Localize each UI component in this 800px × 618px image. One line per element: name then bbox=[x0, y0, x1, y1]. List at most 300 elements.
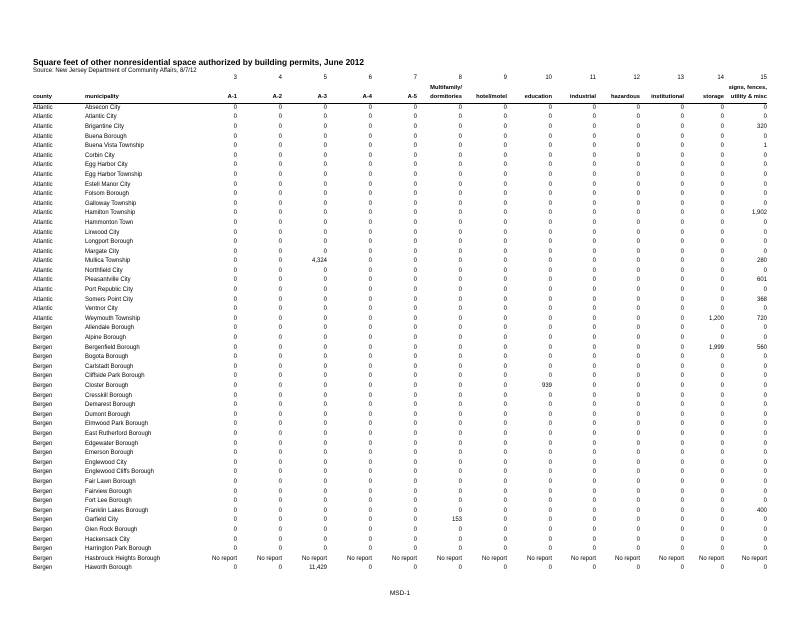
value-cell: 0 bbox=[413, 306, 417, 313]
value-cell: 0 bbox=[680, 143, 684, 150]
value-cell: 0 bbox=[413, 133, 417, 140]
column-number: 8 bbox=[458, 75, 462, 81]
value-cell: 0 bbox=[458, 383, 462, 389]
value-cell: 0 bbox=[592, 526, 596, 533]
table-body bbox=[33, 103, 767, 574]
value-cell: 0 bbox=[233, 344, 237, 351]
value-cell: 4,324 bbox=[311, 258, 327, 265]
value-cell: 0 bbox=[323, 200, 327, 207]
value-cell: 0 bbox=[720, 354, 724, 361]
value-cell: 0 bbox=[368, 210, 372, 217]
value-cell: 0 bbox=[592, 402, 596, 409]
municipality-cell: Egg Harbor Township bbox=[85, 171, 143, 178]
county-cell: Atlantic bbox=[33, 123, 53, 130]
value-cell: 0 bbox=[323, 325, 327, 332]
value-cell: 0 bbox=[323, 392, 327, 399]
value-cell: 0 bbox=[680, 354, 684, 361]
value-cell: 0 bbox=[763, 200, 767, 207]
table-row bbox=[33, 372, 767, 382]
value-cell: 0 bbox=[763, 440, 767, 447]
value-cell: 0 bbox=[636, 469, 640, 476]
county-cell: Atlantic bbox=[33, 296, 53, 303]
value-cell: 0 bbox=[233, 114, 237, 121]
column-header: A-3 bbox=[282, 93, 327, 103]
value-cell: 0 bbox=[548, 315, 552, 322]
value-cell: 0 bbox=[763, 267, 767, 274]
municipality-cell: Hasbrouck Heights Borough bbox=[85, 555, 161, 562]
value-cell: 0 bbox=[278, 459, 282, 466]
value-cell: 0 bbox=[763, 517, 767, 524]
value-cell: 0 bbox=[233, 335, 237, 342]
value-cell: 0 bbox=[368, 478, 372, 485]
value-cell: 0 bbox=[763, 248, 767, 255]
value-cell: 0 bbox=[763, 325, 767, 332]
value-cell: 0 bbox=[368, 373, 372, 380]
value-cell: 0 bbox=[323, 507, 327, 514]
value-cell: 0 bbox=[636, 239, 640, 246]
value-cell: 0 bbox=[413, 536, 417, 543]
value-cell: 0 bbox=[323, 133, 327, 140]
value-cell: 0 bbox=[368, 258, 372, 265]
value-cell: 0 bbox=[680, 267, 684, 274]
value-cell: 0 bbox=[233, 133, 237, 140]
municipality-cell: Fairview Borough bbox=[85, 488, 132, 495]
value-cell: 0 bbox=[720, 517, 724, 524]
value-cell: 0 bbox=[720, 277, 724, 284]
value-cell: 0 bbox=[278, 143, 282, 150]
municipality-cell: Bogota Borough bbox=[85, 354, 129, 361]
column-number: 15 bbox=[760, 75, 767, 81]
value-cell: 0 bbox=[763, 488, 767, 495]
county-cell: Bergen bbox=[33, 546, 53, 553]
value-cell: 0 bbox=[636, 383, 640, 389]
value-cell: 0 bbox=[503, 104, 507, 111]
value-cell: 0 bbox=[636, 354, 640, 361]
value-cell: 0 bbox=[368, 546, 372, 553]
column-header: utility & misc bbox=[724, 93, 767, 103]
value-cell: No report bbox=[481, 555, 507, 562]
value-cell: 0 bbox=[413, 507, 417, 514]
value-cell: 0 bbox=[503, 478, 507, 485]
value-cell: 0 bbox=[458, 114, 462, 121]
value-cell: 368 bbox=[756, 296, 767, 303]
value-cell: 0 bbox=[548, 258, 552, 265]
table-row bbox=[33, 497, 767, 507]
value-cell: 0 bbox=[548, 181, 552, 188]
table-row bbox=[33, 536, 767, 546]
municipality-cell: Cresskill Borough bbox=[85, 392, 133, 399]
value-cell: 0 bbox=[720, 440, 724, 447]
value-cell: 0 bbox=[592, 469, 596, 476]
value-cell: 0 bbox=[763, 306, 767, 313]
value-cell: 0 bbox=[503, 526, 507, 533]
value-cell: 0 bbox=[368, 411, 372, 418]
value-cell: 0 bbox=[636, 123, 640, 130]
county-cell: Bergen bbox=[33, 555, 53, 562]
value-cell: 0 bbox=[592, 354, 596, 361]
county-cell: Bergen bbox=[33, 402, 53, 409]
county-cell: Bergen bbox=[33, 459, 53, 466]
column-number: 6 bbox=[368, 75, 372, 81]
value-cell: 0 bbox=[503, 450, 507, 457]
value-cell: 0 bbox=[233, 411, 237, 418]
municipality-cell: Longport Borough bbox=[85, 239, 134, 246]
value-cell: 0 bbox=[548, 123, 552, 130]
column-header-top: Multifamily/ bbox=[430, 84, 462, 91]
value-cell: 0 bbox=[720, 248, 724, 255]
table-row bbox=[33, 276, 767, 286]
value-cell: 0 bbox=[503, 517, 507, 524]
value-cell: 0 bbox=[458, 123, 462, 130]
municipality-cell: Buena Vista Township bbox=[85, 143, 144, 150]
value-cell: 0 bbox=[636, 373, 640, 380]
municipality-cell: Hackensack City bbox=[85, 536, 130, 543]
table-row bbox=[33, 468, 767, 478]
value-cell: 0 bbox=[503, 325, 507, 332]
county-cell: Bergen bbox=[33, 517, 53, 524]
county-cell: Atlantic bbox=[33, 210, 53, 217]
value-cell: 0 bbox=[503, 411, 507, 418]
value-cell: 0 bbox=[548, 478, 552, 485]
table-row bbox=[33, 190, 767, 200]
county-cell: Atlantic bbox=[33, 200, 53, 207]
table-row bbox=[33, 200, 767, 210]
value-cell: No report bbox=[256, 555, 282, 562]
value-cell: 0 bbox=[548, 459, 552, 466]
value-cell: 0 bbox=[278, 421, 282, 428]
value-cell: 0 bbox=[413, 267, 417, 274]
value-cell: 0 bbox=[680, 239, 684, 246]
value-cell: 0 bbox=[763, 469, 767, 476]
value-cell: 0 bbox=[458, 267, 462, 274]
county-cell: Bergen bbox=[33, 469, 53, 476]
column-number: 9 bbox=[503, 75, 507, 81]
value-cell: 0 bbox=[548, 402, 552, 409]
value-cell: 0 bbox=[680, 459, 684, 466]
value-cell: 0 bbox=[368, 181, 372, 188]
value-cell: 0 bbox=[763, 536, 767, 543]
value-cell: 0 bbox=[368, 421, 372, 428]
county-cell: Atlantic bbox=[33, 114, 53, 121]
value-cell: 0 bbox=[413, 546, 417, 553]
value-cell: 0 bbox=[278, 277, 282, 284]
value-cell: 0 bbox=[720, 450, 724, 457]
value-cell: 0 bbox=[413, 565, 417, 572]
value-cell: 0 bbox=[548, 469, 552, 476]
value-cell: 0 bbox=[592, 219, 596, 226]
value-cell: 0 bbox=[233, 277, 237, 284]
value-cell: 0 bbox=[720, 171, 724, 178]
county-cell: Atlantic bbox=[33, 239, 53, 246]
value-cell: 0 bbox=[636, 392, 640, 399]
value-cell: 0 bbox=[458, 104, 462, 111]
value-cell: 0 bbox=[233, 123, 237, 130]
value-cell: 0 bbox=[720, 181, 724, 188]
table-row bbox=[33, 555, 767, 565]
value-cell: 0 bbox=[636, 488, 640, 495]
value-cell: 0 bbox=[636, 258, 640, 265]
value-cell: 0 bbox=[548, 373, 552, 380]
value-cell: 0 bbox=[458, 229, 462, 236]
value-cell: 0 bbox=[368, 507, 372, 514]
value-cell: 0 bbox=[458, 354, 462, 361]
column-header: storage bbox=[684, 93, 724, 103]
value-cell: 0 bbox=[458, 498, 462, 505]
value-cell: 0 bbox=[413, 402, 417, 409]
value-cell: 0 bbox=[548, 104, 552, 111]
value-cell: 0 bbox=[413, 162, 417, 169]
value-cell: 0 bbox=[233, 536, 237, 543]
value-cell: 0 bbox=[278, 287, 282, 294]
value-cell: 0 bbox=[323, 123, 327, 130]
value-cell: 0 bbox=[548, 277, 552, 284]
value-cell: 0 bbox=[368, 104, 372, 111]
value-cell: 0 bbox=[636, 536, 640, 543]
value-cell: 0 bbox=[680, 315, 684, 322]
value-cell: 0 bbox=[720, 402, 724, 409]
value-cell: 0 bbox=[503, 133, 507, 140]
value-cell: 0 bbox=[548, 536, 552, 543]
value-cell: 0 bbox=[413, 498, 417, 505]
value-cell: 0 bbox=[548, 239, 552, 246]
column-header: industrial bbox=[552, 93, 596, 103]
county-cell: Atlantic bbox=[33, 171, 53, 178]
value-cell: 0 bbox=[278, 191, 282, 198]
municipality-cell: Franklin Lakes Borough bbox=[85, 507, 149, 514]
value-cell: 0 bbox=[720, 392, 724, 399]
value-cell: 0 bbox=[636, 421, 640, 428]
value-cell: 1,999 bbox=[708, 344, 724, 351]
value-cell: 0 bbox=[680, 162, 684, 169]
municipality-cell: Closter Borough bbox=[85, 383, 129, 389]
value-cell: 0 bbox=[592, 450, 596, 457]
value-cell: 0 bbox=[503, 402, 507, 409]
value-cell: 0 bbox=[458, 200, 462, 207]
value-cell: 0 bbox=[278, 354, 282, 361]
value-cell: 0 bbox=[413, 229, 417, 236]
value-cell: 0 bbox=[323, 104, 327, 111]
county-cell: Atlantic bbox=[33, 248, 53, 255]
value-cell: 0 bbox=[503, 267, 507, 274]
value-cell: 0 bbox=[233, 162, 237, 169]
value-cell: 0 bbox=[458, 248, 462, 255]
value-cell: 0 bbox=[458, 450, 462, 457]
value-cell: 0 bbox=[413, 373, 417, 380]
value-cell: 0 bbox=[763, 287, 767, 294]
county-cell: Bergen bbox=[33, 411, 53, 418]
value-cell: 0 bbox=[592, 143, 596, 150]
county-cell: Bergen bbox=[33, 440, 53, 447]
value-cell: 0 bbox=[323, 248, 327, 255]
value-cell: 0 bbox=[680, 325, 684, 332]
source-note: Source: New Jersey Department of Community Affairs, 8/7/12 bbox=[33, 68, 197, 74]
value-cell: 0 bbox=[763, 191, 767, 198]
value-cell: 0 bbox=[680, 526, 684, 533]
value-cell: 0 bbox=[592, 239, 596, 246]
county-cell: Atlantic bbox=[33, 143, 53, 150]
value-cell: 0 bbox=[233, 498, 237, 505]
value-cell: 0 bbox=[368, 565, 372, 572]
value-cell: 0 bbox=[413, 430, 417, 437]
value-cell: 0 bbox=[548, 344, 552, 351]
column-header-top bbox=[327, 84, 372, 94]
value-cell: 0 bbox=[680, 344, 684, 351]
value-cell: 0 bbox=[413, 315, 417, 322]
value-cell: 0 bbox=[323, 219, 327, 226]
value-cell: 939 bbox=[541, 383, 552, 389]
table-row bbox=[33, 171, 767, 181]
value-cell: 0 bbox=[413, 104, 417, 111]
table-row bbox=[33, 229, 767, 239]
value-cell: 0 bbox=[503, 498, 507, 505]
municipality-cell: Linwood City bbox=[85, 229, 120, 236]
value-cell: 0 bbox=[458, 402, 462, 409]
column-header-top bbox=[552, 84, 596, 94]
value-cell: 0 bbox=[548, 287, 552, 294]
table-row bbox=[33, 181, 767, 191]
value-cell: 0 bbox=[592, 430, 596, 437]
value-cell: 0 bbox=[233, 507, 237, 514]
value-cell: 0 bbox=[636, 430, 640, 437]
value-cell: 0 bbox=[548, 430, 552, 437]
value-cell: 1 bbox=[763, 143, 767, 150]
value-cell: 0 bbox=[233, 248, 237, 255]
value-cell: 0 bbox=[680, 478, 684, 485]
value-cell: 0 bbox=[458, 143, 462, 150]
column-header: county bbox=[33, 93, 85, 103]
value-cell: 0 bbox=[323, 430, 327, 437]
value-cell: 0 bbox=[636, 229, 640, 236]
value-cell: 0 bbox=[680, 123, 684, 130]
value-cell: 0 bbox=[413, 421, 417, 428]
value-cell: 0 bbox=[233, 373, 237, 380]
table-row bbox=[33, 564, 767, 574]
value-cell: 0 bbox=[458, 546, 462, 553]
county-cell: Atlantic bbox=[33, 277, 53, 284]
municipality-cell: Pleasantville City bbox=[85, 277, 131, 284]
municipality-cell: Haworth Borough bbox=[85, 565, 132, 572]
value-cell: 0 bbox=[680, 306, 684, 313]
column-number: 14 bbox=[717, 75, 724, 81]
table-row bbox=[33, 478, 767, 488]
value-cell: 0 bbox=[368, 229, 372, 236]
value-cell: 0 bbox=[413, 411, 417, 418]
value-cell: 0 bbox=[592, 421, 596, 428]
county-cell: Bergen bbox=[33, 430, 53, 437]
value-cell: 0 bbox=[680, 421, 684, 428]
value-cell: 0 bbox=[592, 287, 596, 294]
value-cell: 0 bbox=[592, 440, 596, 447]
value-cell: No report bbox=[436, 555, 462, 562]
value-cell: 0 bbox=[503, 363, 507, 370]
value-cell: 0 bbox=[233, 469, 237, 476]
value-cell: 560 bbox=[756, 344, 767, 351]
value-cell: 0 bbox=[323, 536, 327, 543]
value-cell: 0 bbox=[503, 488, 507, 495]
value-cell: 0 bbox=[720, 200, 724, 207]
value-cell: 0 bbox=[368, 383, 372, 389]
table-row bbox=[33, 209, 767, 219]
table-row bbox=[33, 257, 767, 267]
value-cell: 0 bbox=[720, 373, 724, 380]
value-cell: 0 bbox=[763, 152, 767, 159]
county-cell: Bergen bbox=[33, 507, 53, 514]
value-cell: 0 bbox=[503, 383, 507, 389]
value-cell: No report bbox=[698, 555, 724, 562]
value-cell: 0 bbox=[323, 411, 327, 418]
value-cell: 0 bbox=[548, 191, 552, 198]
municipality-cell: Carlstadt Borough bbox=[85, 363, 134, 370]
value-cell: 0 bbox=[636, 315, 640, 322]
value-cell: 0 bbox=[636, 507, 640, 514]
value-cell: 0 bbox=[720, 287, 724, 294]
value-cell: 0 bbox=[368, 114, 372, 121]
municipality-cell: Bergenfield Borough bbox=[85, 344, 140, 351]
value-cell: 0 bbox=[548, 450, 552, 457]
value-cell: 0 bbox=[233, 354, 237, 361]
value-cell: 0 bbox=[636, 565, 640, 572]
value-cell: 0 bbox=[233, 488, 237, 495]
value-cell: 0 bbox=[233, 392, 237, 399]
value-cell: 0 bbox=[278, 536, 282, 543]
value-cell: 0 bbox=[233, 229, 237, 236]
value-cell: 0 bbox=[368, 344, 372, 351]
table-row bbox=[33, 526, 767, 536]
value-cell: 0 bbox=[592, 114, 596, 121]
value-cell: 0 bbox=[548, 152, 552, 159]
value-cell: 0 bbox=[233, 440, 237, 447]
value-cell: 0 bbox=[458, 373, 462, 380]
table-row bbox=[33, 152, 767, 162]
value-cell: 0 bbox=[323, 229, 327, 236]
column-number bbox=[33, 74, 85, 84]
value-cell: 0 bbox=[368, 517, 372, 524]
value-cell: 0 bbox=[278, 498, 282, 505]
value-cell: 0 bbox=[278, 104, 282, 111]
municipality-cell: Dumont Borough bbox=[85, 411, 131, 418]
column-header-top bbox=[462, 84, 507, 94]
value-cell: 0 bbox=[278, 402, 282, 409]
value-cell: 1,902 bbox=[751, 210, 767, 217]
value-cell: 0 bbox=[548, 411, 552, 418]
value-cell: 0 bbox=[592, 383, 596, 389]
value-cell: 0 bbox=[763, 421, 767, 428]
value-cell: 0 bbox=[368, 459, 372, 466]
municipality-cell: Corbin City bbox=[85, 152, 115, 159]
value-cell: 0 bbox=[458, 181, 462, 188]
value-cell: 0 bbox=[720, 526, 724, 533]
value-cell: 0 bbox=[720, 335, 724, 342]
table-row bbox=[33, 488, 767, 498]
value-cell: 0 bbox=[413, 383, 417, 389]
table-row bbox=[33, 334, 767, 344]
value-cell: 0 bbox=[548, 498, 552, 505]
value-cell: 0 bbox=[636, 287, 640, 294]
value-cell: 0 bbox=[680, 517, 684, 524]
municipality-cell: Weymouth Township bbox=[85, 315, 141, 322]
value-cell: 0 bbox=[548, 354, 552, 361]
value-cell: 0 bbox=[278, 171, 282, 178]
value-cell: 0 bbox=[680, 450, 684, 457]
value-cell: 0 bbox=[368, 219, 372, 226]
value-cell: 0 bbox=[413, 488, 417, 495]
value-cell: 0 bbox=[278, 335, 282, 342]
value-cell: 0 bbox=[592, 517, 596, 524]
permits-table bbox=[33, 74, 767, 574]
municipality-cell: Margate City bbox=[85, 248, 120, 255]
value-cell: 0 bbox=[636, 411, 640, 418]
value-cell: 0 bbox=[323, 287, 327, 294]
